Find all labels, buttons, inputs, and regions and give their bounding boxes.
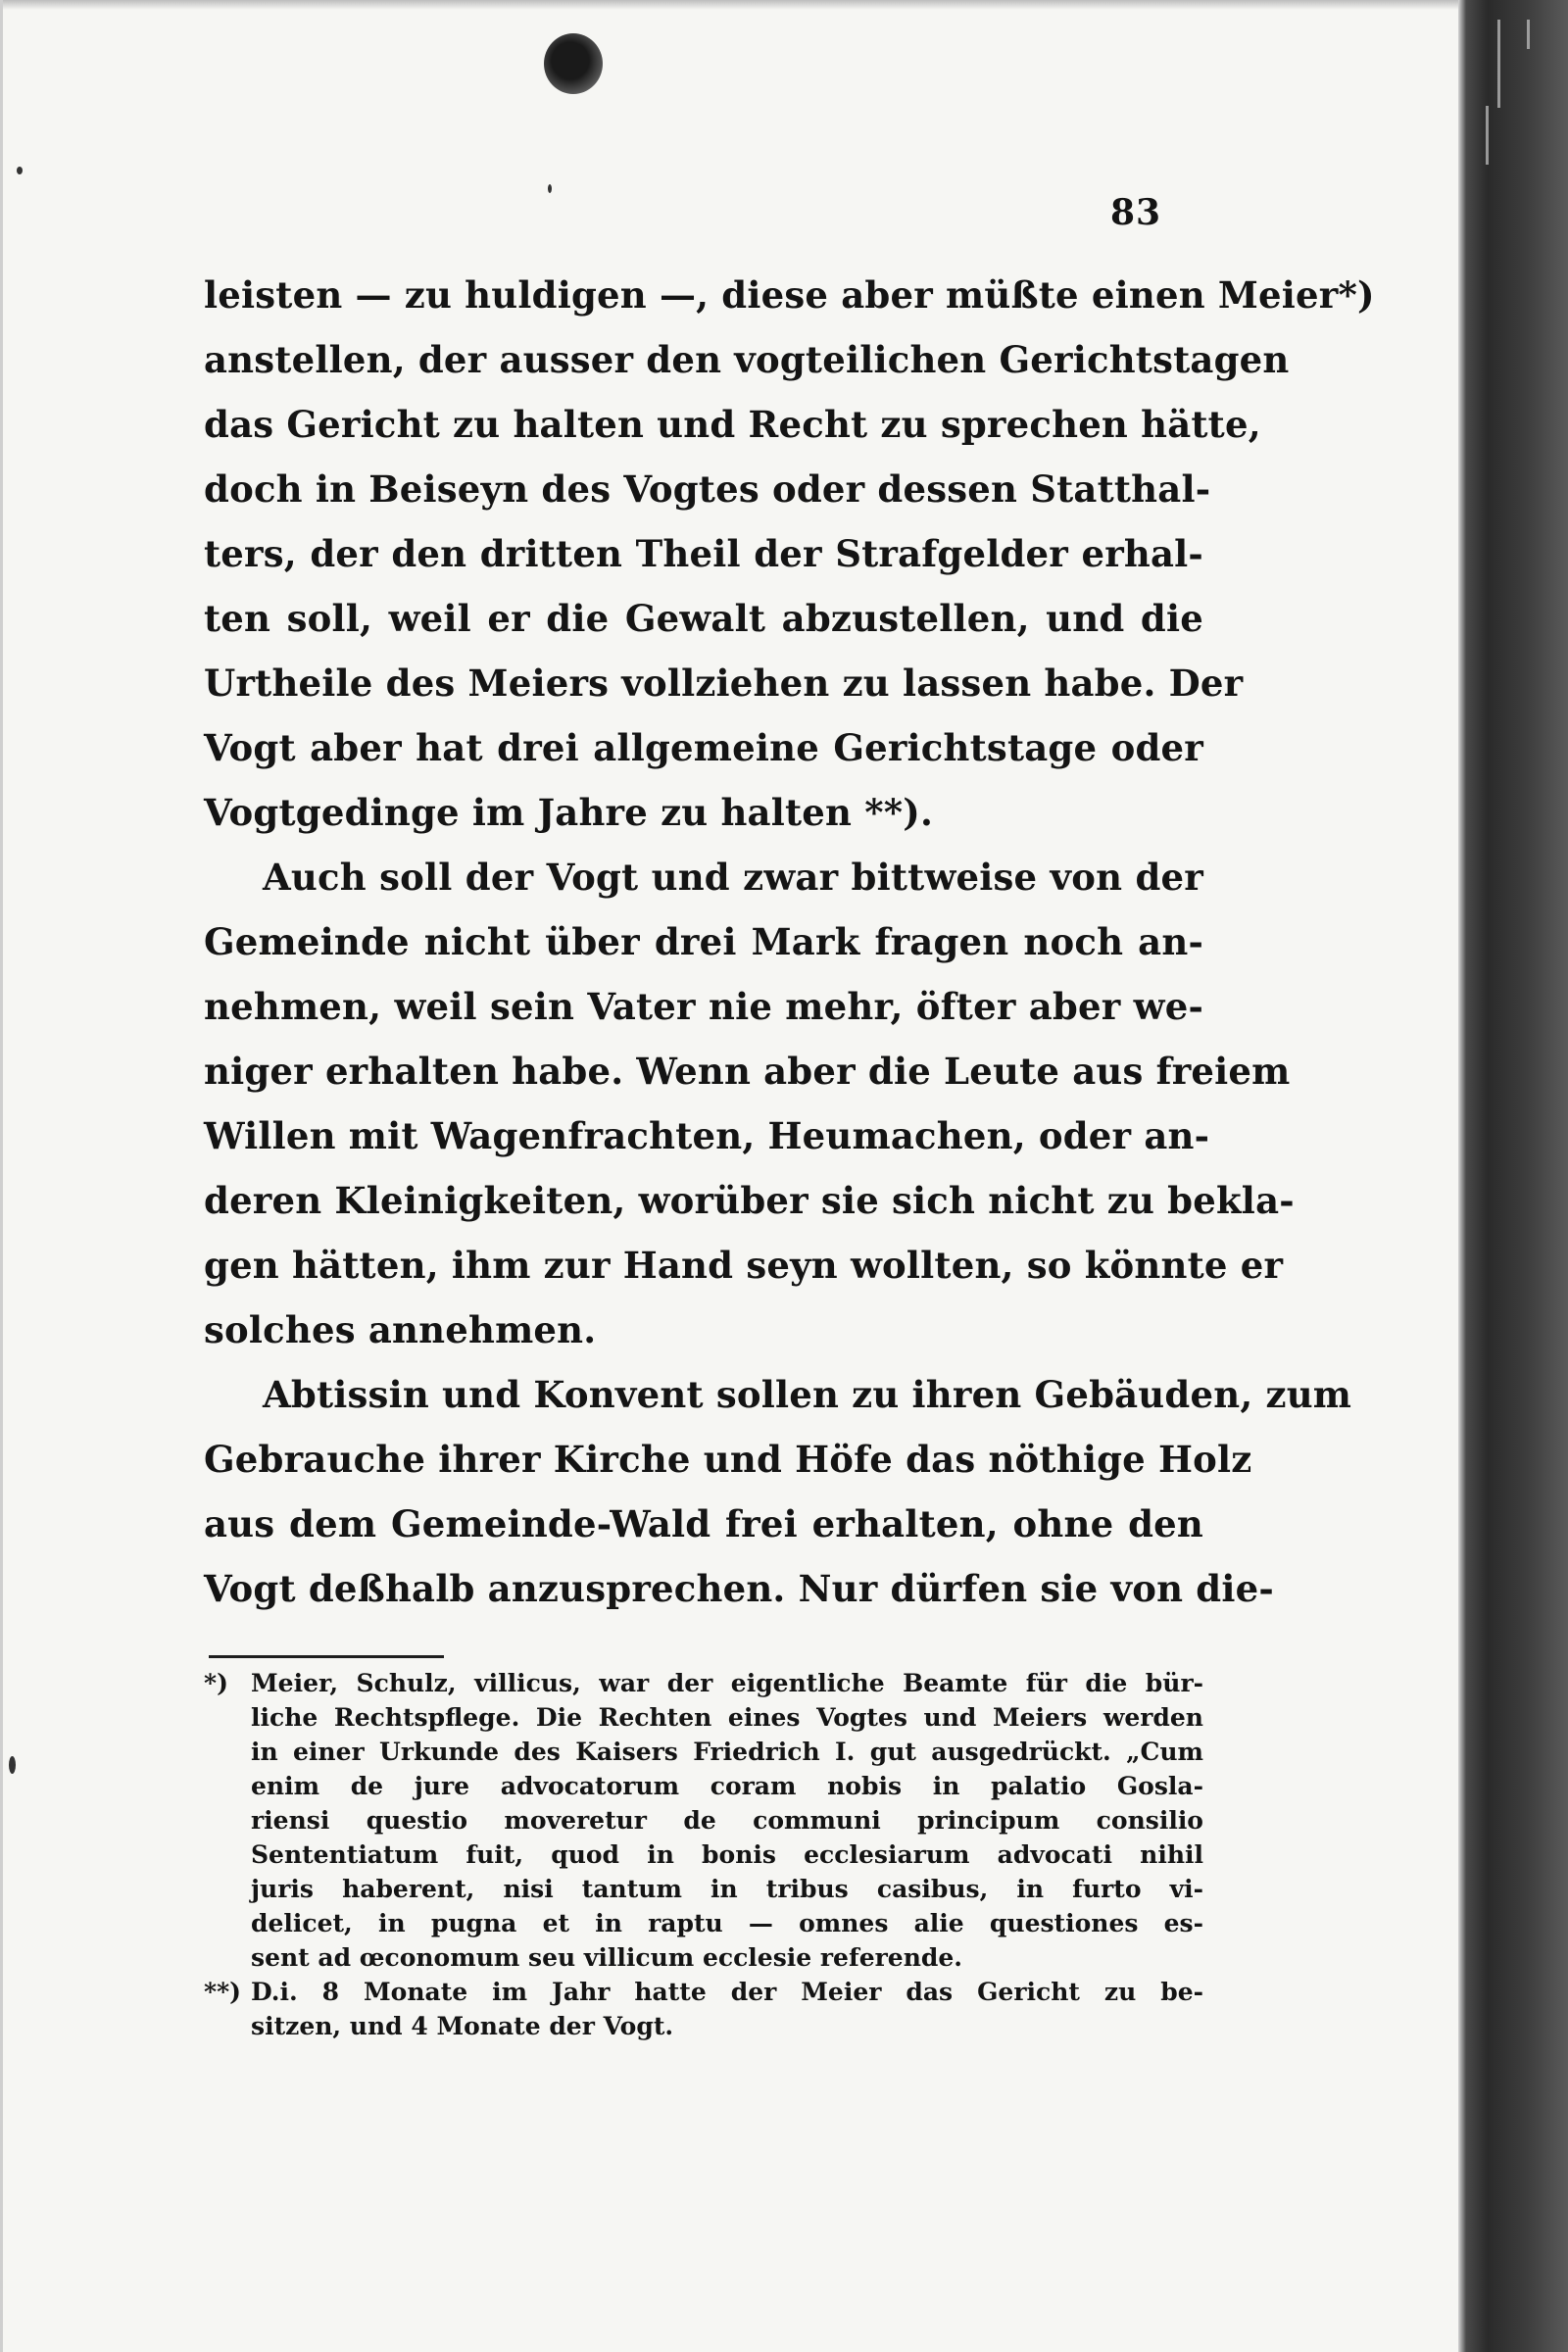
text-line: ten soll, weil er die Gewalt abzustellen, und die bbox=[204, 597, 1203, 640]
text-line: das Gericht zu halten und Recht zu sprechen hätte, bbox=[204, 403, 1261, 446]
text-line: Abtissin und Konvent sollen zu ihren Gebäuden, zum bbox=[263, 1373, 1352, 1416]
text-line: Gemeinde nicht über drei Mark fragen noch an- bbox=[204, 920, 1203, 963]
footnote-rule bbox=[209, 1655, 444, 1658]
text-line: Vogt deßhalb anzusprechen. Nur dürfen sie von die- bbox=[204, 1567, 1274, 1610]
text-line: Vogtgedinge im Jahre zu halten **). bbox=[204, 791, 934, 834]
text-line: nehmen, weil sein Vater nie mehr, öfter aber we- bbox=[204, 985, 1203, 1028]
footnote-line: enim de jure advocatorum coram nobis in palatio Gosla- bbox=[251, 1772, 1203, 1800]
text-line: aus dem Gemeinde-Wald frei erhalten, ohne den bbox=[204, 1502, 1203, 1545]
text-line: Urtheile des Meiers vollziehen zu lassen habe. Der bbox=[204, 662, 1244, 705]
ink-speck bbox=[9, 1756, 16, 1774]
binding-hole bbox=[544, 33, 603, 94]
book-spine bbox=[1458, 0, 1568, 2352]
footnote-line bbox=[204, 1666, 1203, 1700]
footnote-line: riensi questio moveretur de communi principum consilio bbox=[251, 1806, 1203, 1835]
text-line: Gebrauche ihrer Kirche und Höfe das nöthige Holz bbox=[204, 1438, 1252, 1481]
ink-speck bbox=[17, 167, 23, 174]
text-line: Vogt aber hat drei allgemeine Gerichtstage oder bbox=[204, 726, 1203, 769]
text-line: doch in Beiseyn des Vogtes oder dessen Statthal- bbox=[204, 467, 1211, 511]
page-number: 83 bbox=[1110, 192, 1162, 233]
footnote-line: in einer Urkunde des Kaisers Friedrich I. gut ausgedrückt. „Cum bbox=[251, 1738, 1203, 1766]
text-line: Willen mit Wagenfrachten, Heumachen, oder an- bbox=[204, 1114, 1210, 1157]
spine-mark bbox=[1497, 20, 1500, 108]
text-line: niger erhalten habe. Wenn aber die Leute aus freiem bbox=[204, 1050, 1291, 1093]
text-line: solches annehmen. bbox=[204, 1308, 597, 1351]
ink-speck bbox=[548, 184, 552, 193]
footnote-text: D.i. 8 Monate im Jahr hatte der Meier das Gericht zu be- bbox=[251, 1978, 1203, 2006]
text-line: anstellen, der ausser den vogteilichen Gerichtstagen bbox=[204, 338, 1290, 381]
text-line: deren Kleinigkeiten, worüber sie sich nicht zu bekla- bbox=[204, 1179, 1295, 1222]
text-line: ters, der den dritten Theil der Strafgelder erhal- bbox=[204, 532, 1203, 575]
page-top-edge bbox=[3, 0, 1461, 10]
spine-mark bbox=[1486, 106, 1489, 165]
footnote-line: juris haberent, nisi tantum in tribus casibus, in furto vi- bbox=[251, 1875, 1203, 1903]
footnote-line: Sententiatum fuit, quod in bonis ecclesiarum advocati nihil bbox=[251, 1840, 1203, 1869]
footnote-line: sent ad œconomum seu villicum ecclesie referende. bbox=[251, 1943, 962, 1972]
footnote-text: Meier, Schulz, villicus, war der eigentliche Beamte für die bür- bbox=[251, 1669, 1203, 1697]
footnote-line bbox=[204, 1975, 1203, 2009]
footnotes bbox=[204, 1666, 1203, 2043]
footnote-line: liche Rechtspflege. Die Rechten eines Vogtes und Meiers werden bbox=[251, 1703, 1203, 1732]
footnote-line: delicet, in pugna et in raptu — omnes alie questiones es- bbox=[251, 1909, 1203, 1937]
footnote-marker: **) bbox=[204, 1978, 241, 2006]
text-line: Auch soll der Vogt und zwar bittweise von der bbox=[263, 856, 1203, 899]
text-line: gen hätten, ihm zur Hand seyn wollten, so könnte er bbox=[204, 1244, 1284, 1287]
spine-mark bbox=[1527, 20, 1530, 49]
footnote-marker: *) bbox=[204, 1669, 228, 1697]
main-text bbox=[204, 263, 1375, 1621]
text-line: leisten — zu huldigen —, diese aber müßte einen Meier*) bbox=[204, 273, 1375, 317]
footnote-line: sitzen, und 4 Monate der Vogt. bbox=[251, 2012, 674, 2040]
